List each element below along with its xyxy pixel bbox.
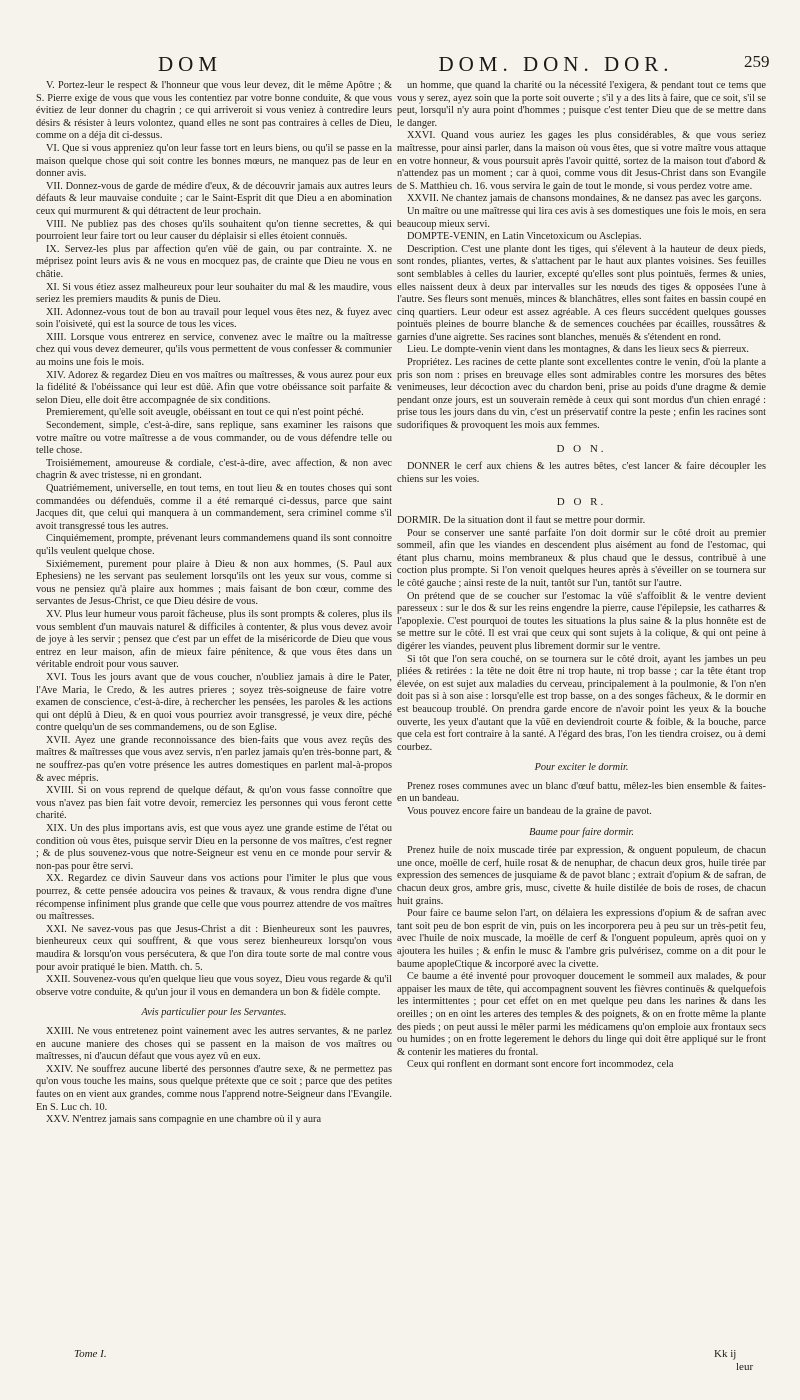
paragraph: XXVI. Quand vous auriez les gages les plus considérables, & que vous seriez maîtresse, pour ainsi parler, dans la maison où vous êtes, que si votre maître vous attaque en votre honneur, & vous poursuit après l'avoir quitté, sortez de la maison tout d'abord & n'attendez pas un moment ; car à quoi, comme vous dit Jesus-Christ dans son Evangile de S. Matthieu ch. 16. vous servira le gain de tout le monde, si vous perdez votre ame.	[397, 130, 766, 192]
paragraph: XXII. Souvenez-vous qu'en quelque lieu que vous soyez, Dieu vous regarde & qu'il observe votre conduite, & qu'un jour il vous en demandera un bon & fidèle compte.	[36, 974, 392, 998]
left-column	[36, 80, 392, 1342]
paragraph: XIV. Adorez & regardez Dieu en vos maîtres ou maîtresses, & vous aurez pour eux la fidélité & l'obéissance qui leur est dûë. Afin que votre obéissance soit parfaite & selon Dieu, elle doit être accompagnée de six conditions.	[36, 369, 392, 406]
paragraph: Quatriémement, universelle, en tout tems, en tout lieu & en toutes choses qui sont commandées ou défenduës, comme il a été remarqué ci-dessus, parce que saint Jacques dit, que celui qui manquera à un commandement, sera criminel comme s'il avoit transgressé tous les autres.	[36, 483, 392, 532]
paragraph: On prétend que de se coucher sur l'estomac la vûë s'affoiblit & le ventre devient paresseux : sur le dos & sur les reins engendre la pierre, cause l'épilepsie, les catharres & l'apoplexie. C'est pourquoi de toutes les situations la plus saine & la plus honnête est de se mettre sur le côté. Il est vrai que ceux qui sont sujets à la colique, & qui ont peine à digérer les viandes, peuvent plus librement dormir sur le ventre.	[397, 590, 766, 652]
paragraph: Un maître ou une maîtresse qui lira ces avis à ses domestiques une fois le mois, en sera beaucoup mieux servi.	[397, 205, 766, 230]
exciter-paragraphs	[397, 781, 766, 819]
paragraph: Si tôt que l'on sera couché, on se tournera sur le côté droit, ayant les jambes un peu pliées & retirées : la tête ne doit être ni trop haute, ni trop basse ; car la tête étant trop élevée, on est sujet aux maladies du cerveau, principalement à la poulmonie, & l'on n'en doit pas si à son aise : lorsqu'elle est trop basse, on a des songes fâcheux, & le dormir en est beaucoup troublé. On prendra garde encore de n'avoir point les yeux & la bouche ouverte, les yeux d'autant que la vûë en deviendroit courte & foible, & la bouche, parce que cela est fort contraire à la santé. A l'égard des bras, l'on les tiendra croisez, ou à demi courbez.	[397, 653, 766, 753]
paragraph: XVI. Tous les jours avant que de vous coucher, n'oubliez jamais à dire le Pater, l'Ave Maria, le Credo, & les autres prieres ; soyez très-soigneuse de faire votre examen de conscience, c'est-à-dire, à rechercher les pensées, les paroles & les actions qui ont déplû à Dieu, & en quoi vous pourriez avoir transgressé, je veux dire, péché contre quelqu'un de ses commandemens, ou de son Eglise.	[36, 671, 392, 734]
paragraph: Vous pouvez encore faire un bandeau de la graine de pavot.	[407, 806, 652, 818]
paragraph: XXIV. Ne souffrez aucune liberté des personnes d'autre sexe, & ne permettez pas qu'on vous touche les mains, sous quelque prétexte que ce soit ; parce que des petites fautes on en vient aux grandes, comme nous l'apprend notre-Seigneur dans l'Evangile. En S. Luc ch. 10.	[36, 1063, 392, 1113]
paragraph: XIII. Lorsque vous entrerez en service, convenez avec le maître ou la maîtresse chez qui vous devez demeurer, qu'ils vous permettent de vous confesser & communier au moins une fois le mois.	[36, 331, 392, 369]
paragraph: Ceux qui ronflent en dormant sont encore fort incommodez, cela	[407, 1059, 674, 1071]
page-number: 259	[744, 52, 770, 71]
volume-label: Tome I.	[74, 1348, 107, 1360]
paragraph: XI. Si vous étiez assez malheureux pour leur souhaiter du mal & les maudire, vous seriez les premiers maudits & punis de Dieu.	[36, 281, 392, 306]
paragraph: Prenez roses communes avec un blanc d'œuf battu, mêlez-les bien ensemble & faites-en un bandeau.	[397, 780, 766, 805]
paragraph: Cinquiémement, prompte, prévenant leurs commandemens quand ils sont connoitre qu'ils veulent quelque chose.	[36, 533, 392, 557]
paragraph: VII. Donnez-vous de garde de médire d'eux, & de découvrir jamais aux autres leurs défauts & leur mauvaise conduite ; car le Saint-Esprit dit que Dieu a en abomination ceux qui murmurent & qui détractent de leur prochain.	[36, 180, 392, 217]
right-paragraphs	[397, 80, 766, 433]
right-column	[397, 80, 766, 1342]
dormir-paragraphs	[397, 528, 766, 755]
donner-paragraph: DONNER le cerf aux chiens & les autres bêtes, c'est lancer & faire découpler les chiens sur les voies.	[397, 461, 766, 485]
baume-paragraphs	[397, 845, 766, 1072]
paragraph: un homme, que quand la charité ou la nécessité l'exigera, & pendant tout ce tems que vous y serez, ayez soin que la porte soit ouverte ; s'il y a des lits à faire, que ce soit, s'il se peut, lorsqu'il n'y aura point d'hommes ; puisque c'est tenter Dieu que de se mettre dans le danger.	[397, 80, 766, 129]
section-don-title: D O N.	[556, 442, 607, 455]
catchword: leur	[736, 1361, 754, 1373]
paragraph: Secondement, simple, c'est-à-dire, sans replique, sans examiner les raisons que votre maître ou votre maîtresse a de vous commander, ou de vous défendre telle ou telle chose.	[36, 420, 392, 457]
paragraph: Description. C'est une plante dont les tiges, qui s'élevent à la hauteur de deux pieds, sont rondes, pliantes, vertes, & s'attachent par le haut aux plantes voisines. Ses feuilles sont semblables à celles du laurier, excepté qu'elles sont plus pointuës, fermes & unies, elles naissent deux à deux par intervalles sur les nœuds des tiges & opposées l'une à l'autre. Ses fleurs sont menuës, minces & blanchâtres, elles sont faites en bassin coupé en cinq quartiers. Leur odeur est assez agréable. A ces fleurs succédent quelques gousses pointuës pleines de bourre blanche & de semences couchées par écailles, roussâtres & garnies d'une aigrette. Ses racines sont blanches, menuës & s'étendent en rond.	[397, 243, 766, 343]
running-head-left: DOM	[157, 52, 222, 76]
paragraph: Sixiémement, purement pour plaire à Dieu & non aux hommes, (S. Paul aux Ephesiens) ne les servant pas seulement lorsqu'ils ont les yeux sur vous, comme si vous ne pensiez qu'à plaire aux hommes ; mais faisant de bon cœur, comme des servantes de Jesus-Christ, ce que Dieu désire de vous.	[36, 558, 392, 608]
paragraph: XIX. Un des plus importans avis, est que vous ayez une grande estime de l'état ou condition où vous êtes, puisque servir Dieu en la personne de vos maîtres, c'est regner ; & de plus souvenez-vous que notre-Seigneur est venu en ce monde pour servir & non-pas pour être servi.	[36, 823, 392, 872]
paragraph: Pour se conserver une santé parfaite l'on doit dormir sur le côté droit au premier sommeil, afin que les viandes en descendent plus aisément au fond de l'estomac, qui étant plus charnu, moins membraneux & plus chaud que le dessus, contribuë à une coction plus prompte. Si l'on venoit quelques heures après à s'éveiller on se tournera sur le côté gauche ; ainsi reste de la nuit, tantôt sur l'un, tantôt sur l'autre.	[397, 527, 766, 589]
paragraph: XXVII. Ne chantez jamais de chansons mondaines, & ne dansez pas avec les garçons.	[407, 193, 762, 205]
paragraph: XX. Regardez ce divin Sauveur dans vos actions pour l'imiter le plus que vous pourrez, & cette pensée adoucira vos peines & travaux, & vous rendra digne d'une récompense infiniment plus grande que celle que vous pourrez attendre de vos maîtres ou maîtresses.	[36, 873, 392, 923]
paragraph: XXIII. Ne vous entretenez point vainement avec les autres servantes, & ne parlez en aucune maniere des choses qui se passent en la maison de vos maîtres ou maîtresses, ni d'aucun défaut que vous ayez vû en eux.	[36, 1025, 392, 1063]
running-head-right: DOM. DON. DOR.	[438, 52, 674, 76]
baume-heading: Baume pour faire dormir.	[529, 826, 634, 838]
exciter-heading: Pour exciter le dormir.	[534, 762, 629, 774]
left-paragraphs-2	[36, 1026, 392, 1127]
paragraph: VIII. Ne publiez pas des choses qu'ils souhaitent qu'on tienne secrettes, & qui pourroient leur faire tort ou leur causer du déplaisir si elles étoient connuës.	[36, 218, 392, 243]
paragraph: Ce baume a été inventé pour provoquer doucement le sommeil aux malades, & pour appaiser les maux de tête, qui accompagnent souvent les fièvres continuës & quelquefois les intermittentes ; pour cet effet on en met quelque peu dans les narines & dans les oreilles ; on en oint les arteres des temples & des poignets, & on en frotte même la plante des pieds ; on peut aussi le mêler parmi les médicamens qu'on emploie aux frontaux secs ou humides ; on en frotte legerement le dehors du linge qui doit être appliqué sur le front & contenir les matieres du frontal.	[397, 971, 766, 1058]
paragraph: V. Portez-leur le respect & l'honneur que vous leur devez, dit le même Apôtre ; & S. Pierre exige de vous que vous les contentiez par votre bonne conduite, & que vous évitiez de leur donner du chagrin ; ce qui arriveroit si vous veniez à contredire leurs désirs & résister à leurs volontez, quand elles ne sont pas contraires à celles de Dieu, comme on a déja dit ci-dessus.	[36, 80, 392, 142]
paragraph: XVII. Ayez une grande reconnoissance des bien-faits que vous avez reçûs des maîtres & maîtresses que vous avez servis, n'en parlez jamais qu'en très-bonne part, & ne souffrez-pas qu'en votre présence les autres domestiques en parlent mal-à-propos & avec mépris.	[36, 734, 392, 784]
paragraph: XXV. N'entrez jamais sans compagnie en une chambre où il y aura	[46, 1114, 322, 1126]
servantes-subheading: Avis particulier pour les Servantes.	[141, 1007, 287, 1019]
paragraph: Lieu. Le dompte-venin vient dans les montagnes, & dans les lieux secs & pierreux.	[407, 344, 749, 356]
paragraph: Premierement, qu'elle soit aveugle, obéissant en tout ce qui n'est point péché.	[46, 407, 364, 419]
paragraph: XV. Plus leur humeur vous paroit fâcheuse, plus ils sont prompts & coleres, plus ils vous semblent d'un mauvais naturel & difficiles à contenter, & plus vous devez avoir de joye à les servir ; pensez que c'est par un effet de la miséricorde de Dieu que vous entrez en leur maison, afin de mieux faire pénitence, & que vous êtes dans un véritable endroit pour vous sauver.	[36, 608, 392, 671]
paragraph: Prenez huile de noix muscade tirée par expression, & onguent populeum, de chacun une once, moëlle de cerf, huile rosat & de nenuphar, de chacun deux gros, huile tirée par expression des semences de jusquiame & de pavot blanc ; extrait d'opium & de safran, de chacun deux gros, ambre gris, musc, civette & huile distilée de bois de roses, de chacun huit grains.	[397, 845, 766, 907]
left-paragraphs	[36, 80, 392, 999]
paragraph: XII. Adonnez-vous tout de bon au travail pour lequel vous êtes nez, & fuyez avec soin l'oisiveté, qui est la source de tous les vices.	[36, 306, 392, 331]
paragraph: XXI. Ne savez-vous pas que Jesus-Christ a dit : Bienheureux sont les pauvres, bienheureux ceux qui souffrent, & que vous serez bienheureux lorsqu'on vous maudira & lorsqu'on vous persécutera, & que l'on dira toute sorte de mal contre vous pour avoir pratiqué le bien. Matth. ch. 5.	[36, 923, 392, 973]
paragraph: XVIII. Si on vous reprend de quelque défaut, & qu'on vous fasse connoître que vous n'avez pas bien fait votre devoir, remerciez les personnes qui vous feront cette charité.	[36, 785, 392, 822]
paragraph: VI. Que si vous appreniez qu'on leur fasse tort en leurs biens, ou qu'il se passe en la maison quelque chose qui soit contre les bonnes mœurs, ne manquez pas de leur en donner avis.	[36, 142, 392, 180]
dormir-heading: DORMIR. De la situation dont il faut se mettre pour dormir.	[397, 515, 646, 526]
paragraph: Troisiémement, amoureuse & cordiale, c'est-à-dire, avec affection, & non avec chagrin & avec tristesse, ni en grondant.	[36, 457, 392, 482]
paragraph: DOMPTE-VENIN, en Latin Vincetoxicum ou Asclepias.	[407, 231, 642, 243]
paragraph: IX. Servez-les plus par affection qu'en vûë de gain, ou par contrainte. X. ne méprisez point leurs avis & ne vous en mocquez pas, de crainte que Dieu ne vous en châtie.	[36, 243, 392, 280]
paragraph: Propriétez. Les racines de cette plante sont excellentes contre le venin, d'où la plante a pris son nom : prises en breuvage elles sont admirables contre les morsures des bêtes venimeuses, leur décoction avec du chardon beni, prise au poids d'une dragme & demie pendant onze jours, est un souverain remède à ceux qui sont mordus d'un chien enragé : prise tous les jours dans du vin, c'est un préservatif contre la peste ; enfin les racines sont sudorifiques & provoquent les mois aux femmes.	[397, 357, 766, 432]
signature-mark: Kk ij	[714, 1348, 737, 1360]
section-dor-title: D O R.	[556, 496, 607, 509]
paragraph: Pour faire ce baume selon l'art, on délaiera les expressions d'opium & de safran avec tant soit peu de bon esprit de vin, puis on les incorporera peu à peu sur un très-petit feu, avec l'huile de noix muscade, la moëlle de cerf & l'onguent populeum, après quoi on y ajoutera les huiles ; & enfin le musc & l'ambre gris pulvérisez, comme on a dit pour le baume apopleCtique & incorporé avec la civette.	[397, 908, 766, 970]
